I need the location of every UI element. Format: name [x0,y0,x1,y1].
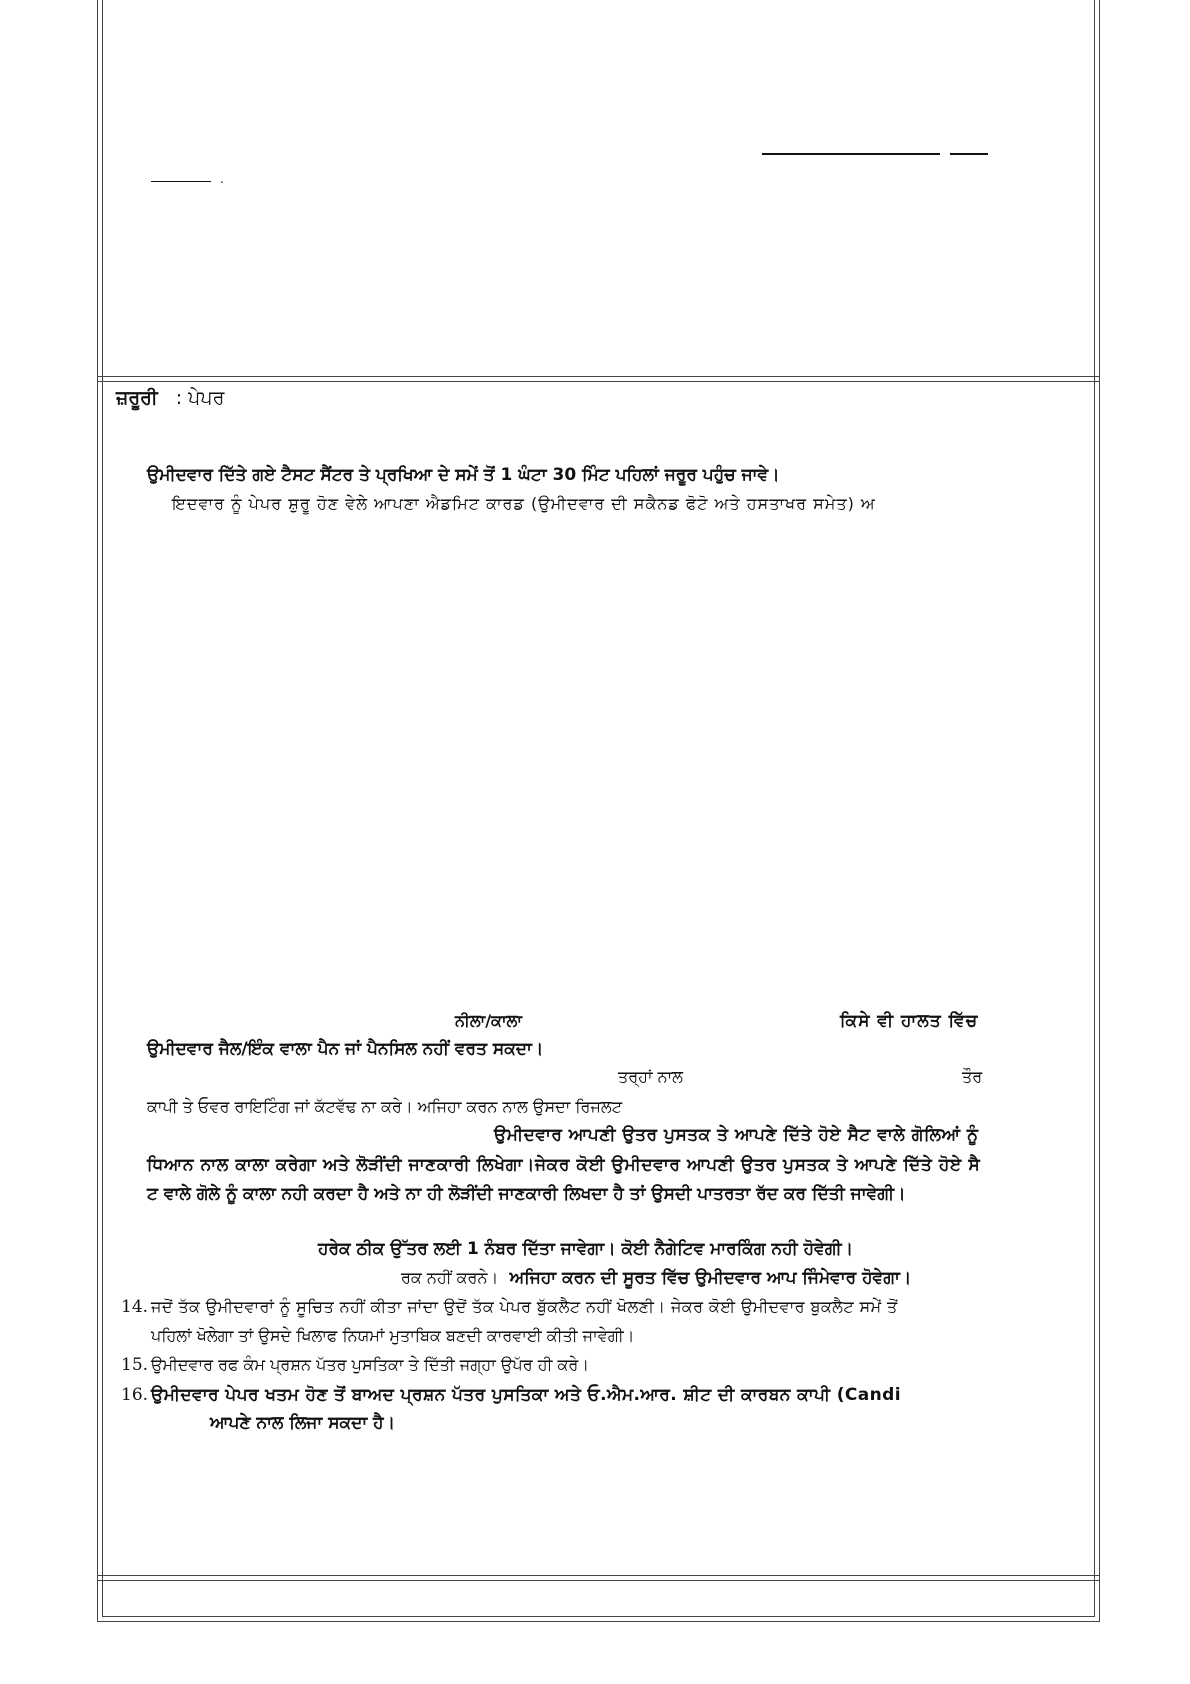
item-14-line-2: ਪਹਿਲਾਂ ਖੋਲੇਗਾ ਤਾਂ ਉਸਦੇ ਖਿਲਾਫ ਨਿਯਮਾਂ ਮੁਤਾਬਿਕ ਬਣਦੀ ਕਾਰਵਾਈ ਕੀਤੀ ਜਾਵੇਗੀ। [151,1326,635,1345]
item-number: 14. [121,1297,149,1317]
text-fragment: ਤਰ੍ਹਾਂ ਨਾਲ [618,1067,683,1086]
text-fragment: ਤੌਰ [962,1067,983,1086]
notice-heading-suffix: : ਪੇਪਰ [175,387,225,409]
instruction-responsibility [401,1267,911,1289]
any-case-label: ਕਿਸੇ ਵੀ ਹਾਲਤ ਵਿੱਚ [840,1011,979,1031]
instruction-bubbles-1: ਉਮੀਦਵਾਰ ਆਪਣੀ ਉਤਰ ਪੁਸਤਕ ਤੇ ਆਪਣੇ ਦਿੱਤੇ ਹੋਏ ਸੈਟ ਵਾਲੇ ਗੋਲਿਆਂ ਨੂੰ [494,1125,979,1145]
responsibility-plain: ਰਕ ਨਹੀਂ ਕਰਨੇ। [401,1268,499,1287]
section-divider-top [97,376,1100,377]
item-14-line-1: ਜਦੋਂ ਤੱਕ ਉਮੀਦਵਾਰਾਂ ਨੂੰ ਸੂਚਿਤ ਨਹੀਂ ਕੀਤਾ ਜਾਂਦਾ ਉਦੋਂ ਤੱਕ ਪੇਪਰ ਬੁੱਕਲੈਟ ਨਹੀਂ ਖੋਲਣੀ। ਜੇਕਰ ਕੋਈ ਉਮੀਦਵਾਰ ਬੁਕਲੈਟ ਸਮੇਂ ਤੋਂ [151,1297,898,1316]
instruction-bubbles-2: ਧਿਆਨ ਨਾਲ ਕਾਲਾ ਕਰੇਗਾ ਅਤੇ ਲੋੜੀਂਦੀ ਜਾਣਕਾਰੀ ਲਿਖੇਗਾ।ਜੇਕਰ ਕੋਈ ਉਮੀਦਵਾਰ ਆਪਣੀ ਉਤਰ ਪੁਸਤਕ ਤੇ ਆਪਣੇ ਦਿੱਤੇ ਹੋਏ ਸੈ [147,1155,981,1175]
item-15-line-1: ਉਮੀਦਵਾਰ ਰਫ ਕੰਮ ਪ੍ਰਸ਼ਨ ਪੱਤਰ ਪੁਸਤਿਕਾ ਤੇ ਦਿੱਤੀ ਜਗ੍ਹਾ ਉਪੱਰ ਹੀ ਕਰੇ। [151,1355,590,1374]
notice-heading-label: ਜ਼ਰੂਰੀ [116,387,158,409]
item-16-line-1: ਉਮੀਦਵਾਰ ਪੇਪਰ ਖਤਮ ਹੋਣ ਤੋਂ ਬਾਅਦ ਪ੍ਰਸ਼ਨ ਪੱਤਰ ਪੁਸਤਿਕਾ ਅਤੇ ਓ.ਐਮ.ਆਰ. ਸ਼ੀਟ ਦੀ ਕਾਰਬਨ ਕਾਪੀ (Candi [151,1385,901,1405]
instruction-arrival: ਉਮੀਦਵਾਰ ਦਿੱਤੇ ਗਏ ਟੈਸਟ ਸੈਂਟਰ ਤੇ ਪ੍ਰਖਿਆ ਦੇ ਸਮੇਂ ਤੋਂ 1 ਘੰਟਾ 30 ਮਿੰਟ ਪਹਿਲਾਂ ਜਰੂਰ ਪਹੁੰਚ ਜਾਵੇ। [147,465,780,485]
section-divider-bottom [97,1575,1100,1576]
blank-rule [950,153,988,155]
instruction-overwriting: ਕਾਪੀ ਤੇ ਓਵਰ ਰਾਇਟਿੰਗ ਜਾਂ ਕੱਟਵੱਢ ਨਾ ਕਰੇ। ਅਜਿਹਾ ਕਰਨ ਨਾਲ ਉਸਦਾ ਰਿਜਲਟ [147,1097,623,1116]
blank-rule [762,153,940,155]
instruction-marking: ਹਰੇਕ ਠੀਕ ਉੱਤਰ ਲਈ 1 ਨੰਬਰ ਦਿੱਤਾ ਜਾਵੇਗਾ। ਕੋਈ ਨੈਗੇਟਿਵ ਮਾਰਕਿੰਗ ਨਹੀ ਹੋਵੇਗੀ। [318,1239,854,1259]
instruction-bubbles-3: ਟ ਵਾਲੇ ਗੋਲੇ ਨੂੰ ਕਾਲਾ ਨਹੀ ਕਰਦਾ ਹੈ ਅਤੇ ਨਾ ਹੀ ਲੋੜੀਂਦੀ ਜਾਣਕਾਰੀ ਲਿਖਦਾ ਹੈ ਤਾਂ ਉਸਦੀ ਪਾਤਰਤਾ ਰੱਦ ਕਰ ਦਿੱਤੀ ਜਾਵੇਗੀ। [147,1184,906,1204]
responsibility-bold: ਅਜਿਹਾ ਕਰਨ ਦੀ ਸੂਰਤ ਵਿੱਚ ਉਮੀਦਵਾਰ ਆਪ ਜਿੰਮੇਵਾਰ ਹੋਵੇਗਾ। [509,1268,912,1288]
instruction-admit-card: ਇਦਵਾਰ ਨੂੰ ਪੇਪਰ ਸ਼ੁਰੂ ਹੋਣ ਵੇਲੇ ਆਪਣਾ ਐਡਮਿਟ ਕਾਰਡ (ਉਮੀਦਵਾਰ ਦੀ ਸਕੈਨਡ ਫੋਟੋ ਅਤੇ ਹਸਤਾਖਰ ਸਮੇਤ) ਅ [172,494,876,513]
section-divider-top-inner [97,381,1100,382]
notice-heading [116,386,224,410]
item-number: 15. [121,1355,149,1375]
instruction-gel-pen: ਉਮੀਦਵਾਰ ਜੈਲ/ਇੰਕ ਵਾਲਾ ਪੈਨ ਜਾਂ ਪੈਨਸਿਲ ਨਹੀਂ ਵਰਤ ਸਕਦਾ। [147,1039,544,1059]
blank-rule [151,181,211,182]
section-divider-bottom-inner [97,1580,1100,1581]
pen-colour-label: ਨੀਲਾ/ਕਾਲਾ [455,1011,522,1030]
item-number: 16. [121,1385,149,1405]
stray-mark: . [220,172,224,186]
item-16-line-2: ਆਪਣੇ ਨਾਲ ਲਿਜਾ ਸਕਦਾ ਹੈ। [210,1413,396,1433]
